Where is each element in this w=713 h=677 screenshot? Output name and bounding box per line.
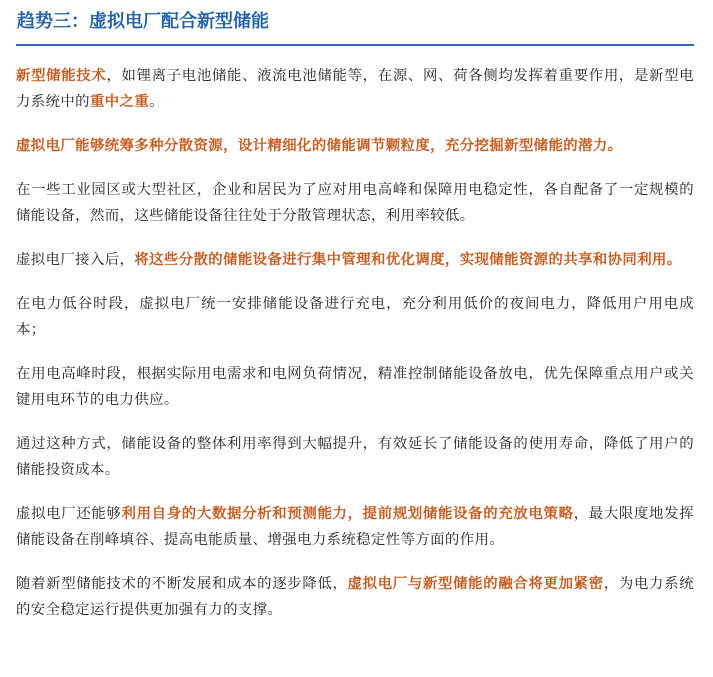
paragraph (16, 291, 694, 343)
body-text: 虚拟电厂还能够 (16, 506, 122, 522)
paragraph (16, 247, 694, 273)
article-body (16, 63, 694, 623)
title-divider (16, 44, 694, 46)
paragraph (16, 361, 694, 413)
paragraph (16, 501, 694, 553)
highlighted-text: 利用自身的大数据分析和预测能力，提前规划储能设备的充放电策略 (121, 506, 574, 522)
body-text: ，为电力系统的安全稳定运行提供更加强有力的支撑。 (16, 576, 694, 618)
body-text: ，如锂离子电池储能、液流电池储能等，在源、网、荷各侧均发挥着重要作用，是新型电力系统中的 (16, 68, 694, 110)
paragraph (16, 133, 694, 159)
highlighted-text: 重中之重 (89, 94, 150, 110)
paragraph (16, 571, 694, 623)
body-text: 在电力低谷时段，虚拟电厂统一安排储能设备进行充电，充分利用低价的夜间电力，降低用户用电成本； (16, 296, 694, 338)
section-title: 趋势三：虚拟电厂配合新型储能 (17, 11, 269, 32)
body-text: 通过这种方式，储能设备的整体利用率得到大幅提升，有效延长了储能设备的使用寿命，降低了用户的储能投资成本。 (16, 436, 694, 478)
body-text: 随着新型储能技术的不断发展和成本的逐步降低， (16, 576, 348, 592)
highlighted-text: 新型储能技术 (16, 68, 107, 84)
paragraph (16, 431, 694, 483)
body-text: 在一些工业园区或大型社区，企业和居民为了应对用电高峰和保障用电稳定性，各自配备了一定规模的储能设备，然而，这些储能设备往往处于分散管理状态，利用率较低。 (16, 182, 694, 224)
paragraph (16, 63, 694, 115)
body-text: 在用电高峰时段，根据实际用电需求和电网负荷情况，精准控制储能设备放电，优先保障重点用户或关键用电环节的电力供应。 (16, 366, 694, 408)
paragraph (16, 177, 694, 229)
body-text: ，最大限度地发挥储能设备在削峰填谷、提高电能质量、增强电力系统稳定性等方面的作用。 (16, 506, 694, 548)
body-text: 虚拟电厂接入后， (16, 252, 135, 268)
highlighted-text: 将这些分散的储能设备进行集中管理和优化调度，实现储能资源的共享和协同利用。 (134, 252, 682, 268)
body-text: 。 (149, 94, 164, 110)
highlighted-text: 虚拟电厂与新型储能的融合将更加紧密 (347, 576, 604, 592)
highlighted-text: 虚拟电厂能够统筹多种分散资源，设计精细化的储能调节颗粒度，充分挖掘新型储能的潜力。 (16, 138, 623, 154)
